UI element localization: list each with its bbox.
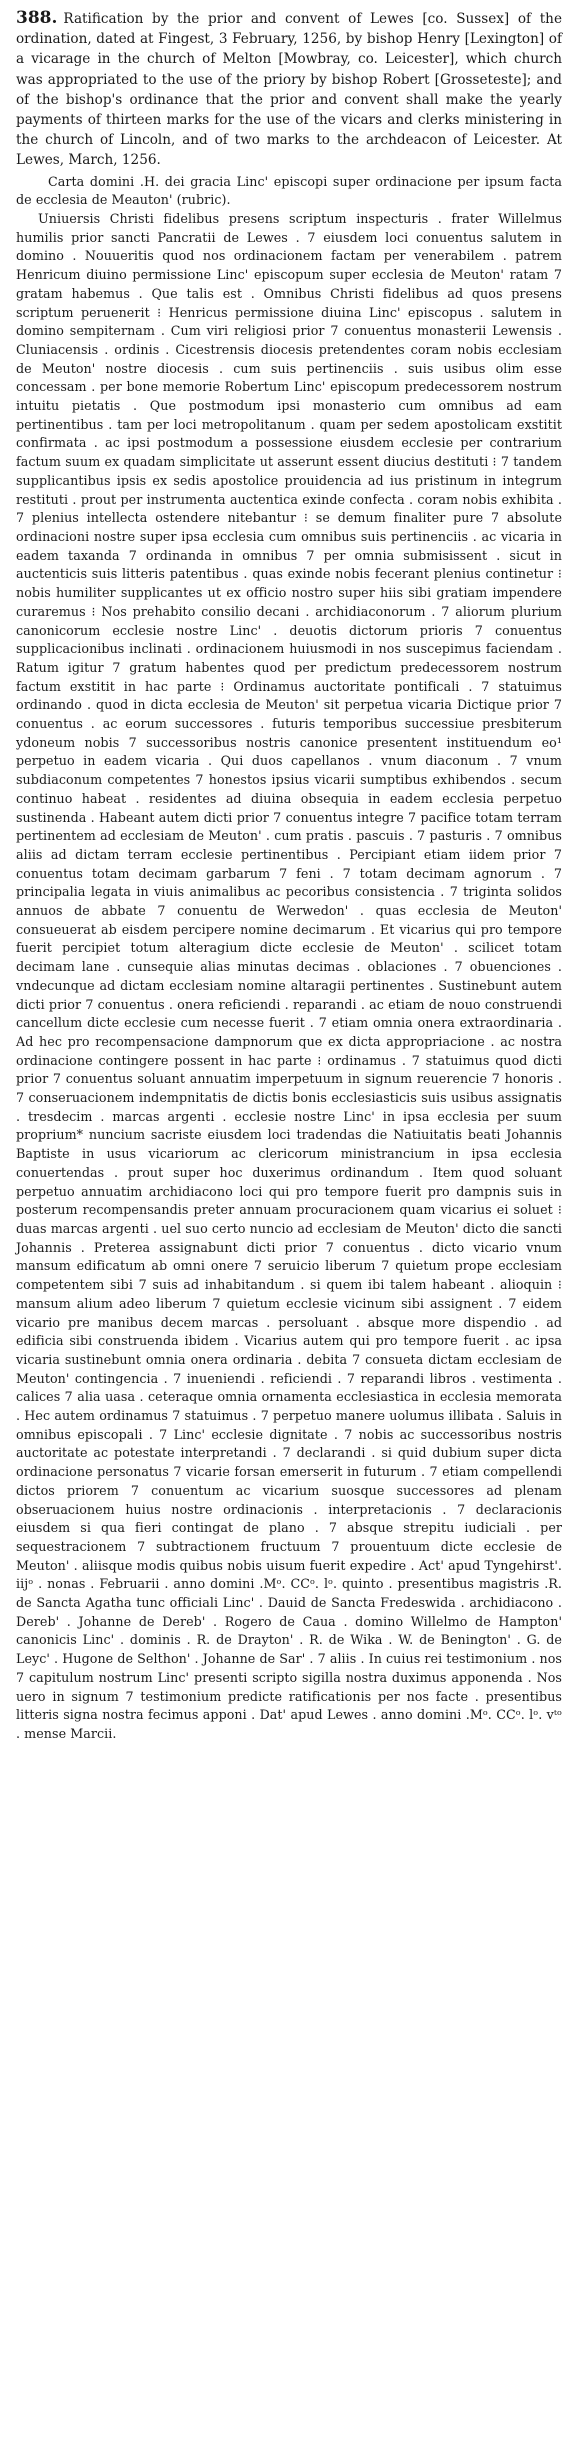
entry-number: 388. <box>16 8 58 28</box>
entry-abstract <box>16 8 562 171</box>
abstract-text: Ratification by the prior and convent of Lewes [co. Sussex] of the ordination, dated at Fingest, 3 February, 1256, by bishop Henry [Lexington] of a vicarage in the church of Melton [Mowbray, co. Leicester], which church was appropriated to the use of the priory by bishop Robert [Grosseteste]; and of the bishop's ordinance that the prior and convent shall make the yearly payments of thirteen marks for the use of the vicars and clerks ministering in the church of Lincoln, and of two marks to the archdeacon of Leicester. At Lewes, March, 1256. <box>16 11 562 169</box>
charter-text: Uniuersis Christi fidelibus presens scriptum inspecturis . frater Willelmus humilis prior sancti Pancratii de Lewes . 7 eiusdem loci conuentus salutem in domino . Nouueritis quod nos ordinacionem factam per venerabilem . patrem Henricum diuino permissione Linc' episcopum super ecclesia de Meuton' ratam 7 gratam habemus . Que talis est . Omnibus Christi fidelibus ad quos presens scriptum peruenerit ⁝ Henricus permissione diuina Linc' episcopus . salutem in domino sempiternam . Cum viri religiosi prior 7 conuentus monasterii Lewensis . Cluniacensis . ordinis . Cicestrensis diocesis pretendentes coram nobis ecclesiam de Meuton' nostre diocesis . cum suis pertinenciis . suis usibus olim esse concessam . per bone memorie Robertum Linc' episcopum predecessorem nostrum intuitu pietatis . Que postmodum ipsi monasterio cum omnibus ad eam pertinentibus . tam per loci metropolitanum . quam per sedem apostolicam exstitit confirmata . ac ipsi postmodum a possessione eiusdem ecclesie per contrarium factum suum ex quadam simplicitate ut asserunt essent diucius destituti ⁝ 7 tandem supplicantibus ipsis ex sedis apostolice prouidencia ad ius pristinum in integrum restituti . prout per instrumenta auctentica exinde confecta . coram nobis exhibita . 7 plenius intellecta ostendere nitebantur ⁝ se demum finaliter pure 7 absolute ordinacioni nostre super ipsa ecclesia cum omnibus suis pertinenciis . ac vicaria in eadem taxanda 7 ordinanda in omnibus 7 per omnia submisissent . sicut in auctenticis suis litteris patentibus . quas exinde nobis fecerant plenius continetur ⁝ nobis humiliter supplicantes ut ex officio nostro super hiis sibi gratiam impendere curaremus ⁝ Nos prehabito consilio decani . archidiaconorum . 7 aliorum plurium canonicorum ecclesie nostre Linc' . deuotis dictorum prioris 7 conuentus supplicacionibus inclinati . ordinacionem huiusmodi in nos suscepimus faciendam . Ratum igitur 7 gratum habentes quod per predictum predecessorem nostrum factum exstitit in hac parte ⁝ Ordinamus auctoritate pontificali . 7 statuimus ordinando . quod in dicta ecclesia de Meuton' sit perpetua vicaria Dictique prior 7 conuentus . ac eorum successores . futuris temporibus successiue presbiterum ydoneum nobis 7 successoribus nostris canonice presentent instituendum eo¹ perpetuo in eadem vicaria . Qui duos capellanos . vnum diaconum . 7 vnum subdiaconum competentes 7 honestos ipsius vicarii sumptibus exhibendos . secum continuo habeat . residentes ad diuina obsequia in eadem ecclesia perpetuo sustinenda . Habeant autem dicti prior 7 conuentus integre 7 pacifice totam terram pertinentem ad ecclesiam de Meuton' . cum pratis . pascuis . 7 pasturis . 7 omnibus aliis ad dictam terram ecclesie pertinentibus . Percipiant etiam iidem prior 7 conuentus totam decimam garbarum 7 feni . 7 totam decimam agnorum . 7 principalia legata in viuis animalibus ac pecoribus consistencia . 7 triginta solidos annuos de abbate 7 conuentu de Werwedon' . quas ecclesia de Meuton' consueuerat ab eisdem percipere nomine decimarum . Et vicarius qui pro tempore fuerit percipiet totum alteragium dicte ecclesie de Meuton' . scilicet totam decimam lane . cunsequie alias minutas decimas . oblaciones . 7 obuenciones . vndecunque ad dictam ecclesiam nomine altaragii pertinentes . Sustinebunt autem dicti prior 7 conuentus . onera reficiendi . reparandi . ac etiam de nouo construendi cancellum dicte ecclesie cum necesse fuerit . 7 etiam omnia onera extraordinaria . Ad hec pro recompensacione dampnorum que ex dicta appropriacione . ac nostra ordinacione contingere possent in hac parte ⁝ ordinamus . 7 statuimus quod dicti prior 7 conuentus soluant annuatim imperpetuum in signum reuerencie 7 honoris . 7 conseruacionem indempnitatis de dictis bonis ecclesiasticis suis usibus assignatis . tresdecim . marcas argenti . ecclesie nostre Linc' in ipsa ecclesia per suum proprium* nuncium sacriste eiusdem loci tradendas die Natiuitatis beati Johannis Baptiste in usus vicariorum ac clericorum ministrancium in ipsa ecclesia conuertendas . prout super hoc duxerimus ordinandum . Item quod soluant perpetuo annuatim archidiacono loci qui pro tempore fuerit pro dampnis suis in posterum recompensandis preter annuam procuracionem quam vicarius ei soluet ⁝ duas marcas argenti . uel suo certo nuncio ad ecclesiam de Meuton' dicto die sancti Johannis . Preterea assignabunt dicti prior 7 conuentus . dicto vicario vnum mansum edificatum ab omni onere 7 seruicio liberum 7 quietum prope ecclesiam competentem sibi 7 suis ad inhabitandum . si quem ibi talem habeant . alioquin ⁝ mansum alium adeo liberum 7 quietum ecclesie vicinum sibi assignent . 7 eidem vicario pre manibus decem marcas . persoluant . absque more dispendio . ad edificia sibi construenda ibidem . Vicarius autem qui pro tempore fuerit . ac ipsa vicaria sustinebunt omnia onera ordinaria . debita 7 consueta dictam ecclesiam de Meuton' contingencia . 7 inueniendi . reficiendi . 7 reparandi libros . vestimenta . calices 7 alia uasa . ceteraque omnia ornamenta ecclesiastica in ecclesia memorata . Hec autem ordinamus 7 statuimus . 7 perpetuo manere uolumus illibata . Saluis in omnibus episcopali . 7 Linc' ecclesie dignitate . 7 nobis ac successoribus nostris auctoritate ac potestate interpretandi . 7 declarandi . si quid dubium super dicta ordinacione personatus 7 vicarie forsan emerserit in futurum . 7 etiam compellendi dictos priorem 7 conuentum ac vicarium suosque successores ad plenam obseruacionem huius nostre ordinacionis . interpretacionis . 7 declaracionis eiusdem si qua fieri contingat de plano . 7 absque strepitu iudiciali . per sequestracionem 7 subtractionem fructuum 7 prouentuum dicte ecclesie de Meuton' . aliisque modis quibus nobis uisum fuerit expedire . Act' apud Tyngehirst'. iijᵒ . nonas . Februarii . anno domini .Mᵒ. CCᵒ. lᵒ. quinto . presentibus magistris .R. de Sancta Agatha tunc officiali Linc' . Dauid de Sancta Fredeswida . archidiacono . Dereb' . Johanne de Dereb' . Rogero de Caua . domino Willelmo de Hampton' canonicis Linc' . dominis . R. de Drayton' . R. de Wika . W. de Benington' . G. de Leyc' . Hugone de Selthon' . Johanne de Sar' . 7 aliis . In cuius rei testimonium . nos 7 capitulum nostrum Linc' presenti scripto sigilla nostra duximus apponenda . Nos uero in signum 7 testimonium predicte ratificationis per nos facte . presentibus litteris signa nostra fecimus apponi . Dat' apud Lewes . anno domini .Mᵒ. CCᵒ. lᵒ. vᵗᵒ . mense Marcii. <box>16 211 562 1741</box>
charter-rubric: Carta domini .H. dei gracia Linc' episcopi super ordinacione per ipsum facta de ecclesia de Meauton' (rubric). <box>16 173 562 208</box>
